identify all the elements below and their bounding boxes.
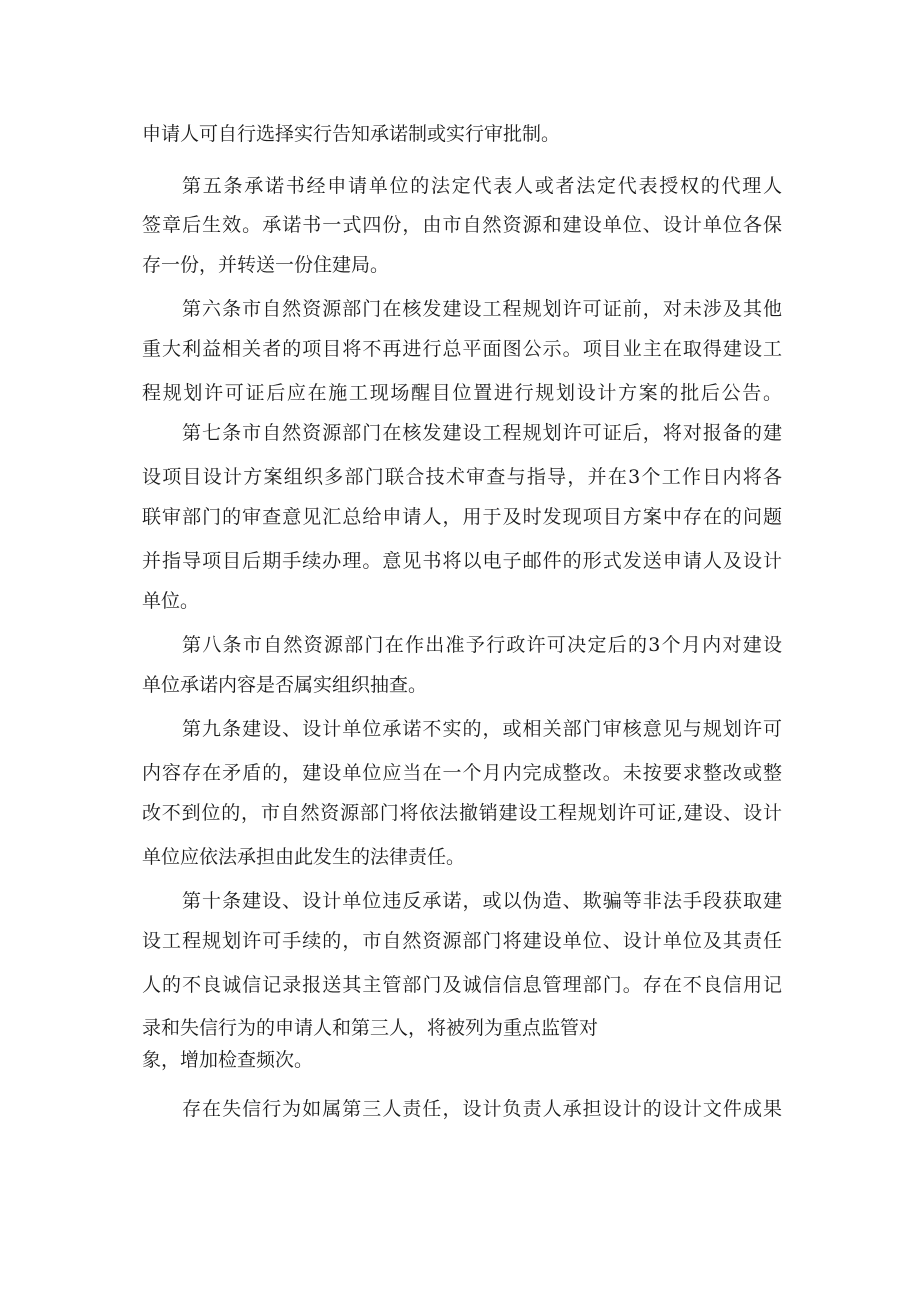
text-line: 内容存在矛盾的，建设单位应当在一个月内完成整改。未按要求整改或整 xyxy=(142,762,782,784)
text-line: 申请人可自行选择实行告知承诺制或实行审批制。 xyxy=(142,123,561,145)
text-line: 象，增加检查频次。 xyxy=(142,1049,314,1071)
text-line: 单位承诺内容是否属实组织抽查。 xyxy=(142,674,428,696)
text-line: 第十条建设、设计单位违反承诺，或以伪造、欺骗等非法手段获取建 xyxy=(182,890,782,912)
text-line: 单位应依法承担由此发生的法律责任。 xyxy=(142,846,466,868)
text-line: 第八条市自然资源部门在作出准予行政许可决定后的3个月内对建设 xyxy=(182,634,782,656)
text-line: 设项目设计方案组织多部门联合技术审查与指导，并在3个工作日内将各 xyxy=(142,466,782,488)
text-line: 联审部门的审查意见汇总给申请人，用于及时发现项目方案中存在的问题 xyxy=(142,506,782,528)
text-line: 第六条市自然资源部门在核发建设工程规划许可证前，对未涉及其他 xyxy=(182,298,782,320)
text-line: 第九条建设、设计单位承诺不实的，或相关部门审核意见与规划许可 xyxy=(182,718,782,740)
text-line: 并指导项目后期手续办理。意见书将以电子邮件的形式发送申请人及设计 xyxy=(142,550,782,572)
text-line: 录和失信行为的申请人和第三人，将被列为重点监管对 xyxy=(142,1017,599,1039)
text-line: 第五条承诺书经申请单位的法定代表人或者法定代表授权的代理人 xyxy=(182,175,782,197)
text-line: 程规划许可证后应在施工现场醒目位置进行规划设计方案的批后公告。 xyxy=(142,382,782,404)
text-line: 存一份，并转送一份住建局。 xyxy=(142,254,390,276)
text-line: 存在失信行为如属第三人责任，设计负责人承担设计的设计文件成果 xyxy=(182,1098,782,1120)
text-line: 签章后生效。承诺书一式四份，由市自然资源和建设单位、设计单位各保 xyxy=(142,214,782,236)
text-line: 设工程规划许可手续的，市自然资源部门将建设单位、设计单位及其责任 xyxy=(142,930,782,952)
text-line: 改不到位的，市自然资源部门将依法撤销建设工程规划许可证,建设、设计 xyxy=(142,802,782,824)
text-line: 第七条市自然资源部门在核发建设工程规划许可证后，将对报备的建 xyxy=(182,422,782,444)
text-line: 单位。 xyxy=(142,590,200,612)
text-line: 重大利益相关者的项目将不再进行总平面图公示。项目业主在取得建设工 xyxy=(142,338,782,360)
text-line: 人的不良诚信记录报送其主管部门及诚信信息管理部门。存在不良信用记 xyxy=(142,974,782,996)
